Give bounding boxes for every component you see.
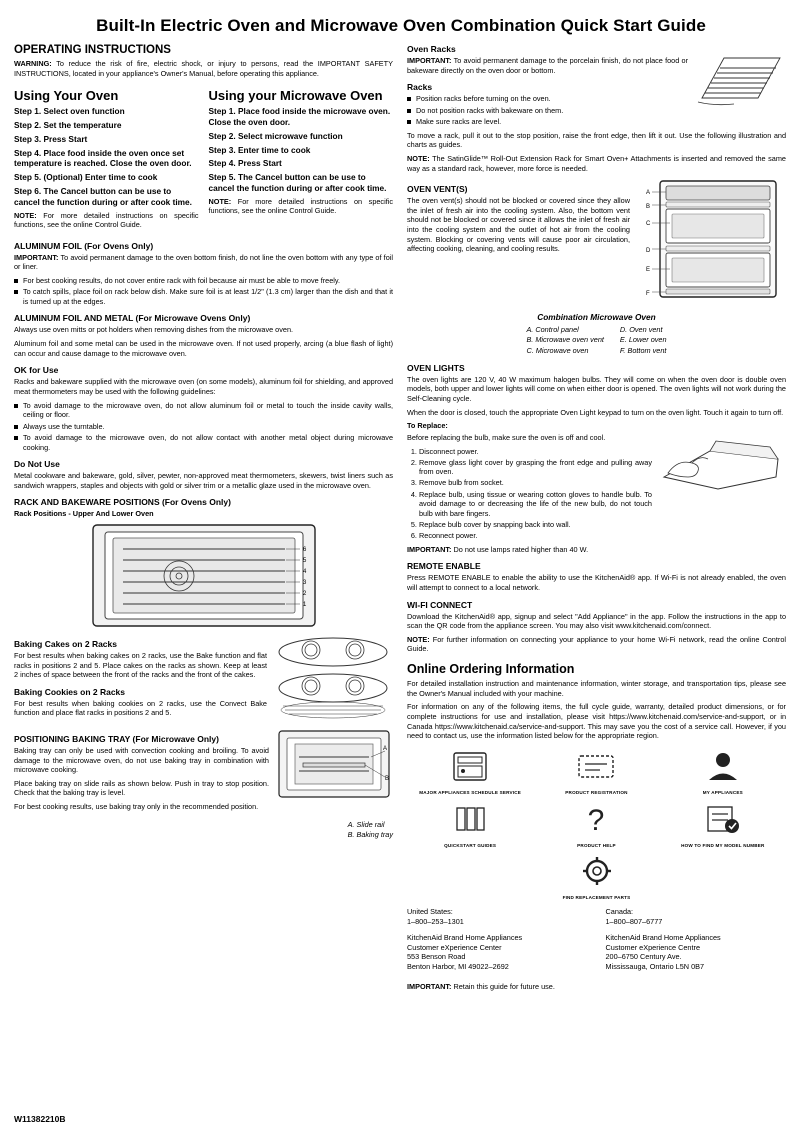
contact-line: 553 Benson Road	[407, 952, 466, 962]
svg-text:E: E	[646, 267, 651, 274]
right-column	[407, 44, 786, 996]
support-icon-cell[interactable]	[540, 749, 654, 796]
note-label: NOTE:	[14, 210, 37, 220]
list-item: To avoid damage to the microwave oven, do not allow aluminum foil or metal to touch the inside cavity walls, ceiling or floor.	[14, 401, 393, 420]
note-label: NOTE:	[208, 196, 232, 206]
list-item: Make sure racks are level.	[407, 117, 786, 126]
hand-removing-bulb-cover-icon	[658, 433, 786, 493]
ordering-p2: For information on any of the following items, the full cycle guide, warranty, detailed product dimensions, or for complete instructions for use and installation, please visit https://www.kitchenaid.com/service-and-support, or in Canada https://www.kitchenaid.ca/service-and-support. This may save you the cost of a service call. However, if you need to contact us, use the information listed below for the appropriate region.	[407, 702, 786, 741]
aluminum-foil-important	[14, 253, 393, 272]
using-oven-heading: Using Your Oven	[14, 88, 119, 104]
svg-text:F: F	[646, 291, 650, 298]
checklist-icon	[703, 802, 743, 836]
contact-line: Customer eXperience Center	[407, 942, 502, 952]
list-item: 2. Remove glass light cover by grasping the front edge and pulling away from oven.	[419, 458, 786, 477]
contact-us	[407, 907, 588, 972]
oven-lights-p2: When the door is closed, touch the appropriate Oven Light keypad to turn on the oven light. Touch it again to turn off.	[407, 407, 784, 417]
positioning-tray-p2: Place baking tray on slide rails as shown below. Push in tray to stop position. Check that the baking tray is level.	[14, 778, 269, 798]
important-text: To avoid permanent damage to the porcelain finish, do not place food or bakeware directly on the oven door or bottom.	[407, 56, 688, 75]
combination-microwave-oven-diagram	[636, 177, 786, 301]
question-mark-icon	[576, 802, 616, 836]
svg-text:A: A	[383, 745, 388, 752]
do-not-use-heading: Do Not Use	[14, 459, 60, 469]
contact-line: Customer eXperience Centre	[605, 942, 700, 952]
support-icon-cell[interactable]	[413, 749, 527, 796]
svg-text:?: ?	[588, 803, 605, 836]
baking-tray-figure	[275, 727, 393, 818]
before-replacing-text: Before replacing the bulb, make sure the oven is off and cool.	[407, 432, 606, 442]
important-label: IMPORTANT:	[407, 544, 452, 554]
gear-icon	[577, 854, 617, 888]
list-item: 6. Reconnect power.	[419, 531, 786, 541]
oven-step: Step 3. Press Start	[14, 133, 88, 144]
contact-canada	[606, 907, 787, 972]
rack-positions-subheading: Rack Positions - Upper And Lower Oven	[14, 509, 154, 519]
using-oven-block	[14, 82, 199, 234]
using-microwave-block	[209, 82, 394, 234]
combination-oven-figure	[636, 177, 786, 306]
oven-vents-block	[407, 177, 786, 308]
list-item: 4. Replace bulb, using tissue or wearing cotton gloves to handle bulb. To avoid damage to or decreasing the life of the new bulb, do not touch bulb with bare fingers.	[419, 490, 786, 519]
note-label: NOTE:	[407, 153, 430, 163]
racks-subheading: Racks	[407, 82, 433, 93]
ok-for-use-text: Racks and bakeware supplied with the microwave oven (on some models), aluminum foil for shielding, and approved meat thermometers may be used with the following guidelines:	[14, 377, 393, 396]
positioning-tray-p1: Baking tray can only be used with convection cooking and broiling. To avoid damage to the microwave oven, do not use baking tray in combination with microwave cooking.	[14, 745, 269, 775]
baking-cookies-heading: Baking Cookies on 2 Racks	[14, 686, 126, 697]
retain-guide-note	[407, 982, 786, 992]
oven-step: Step 5. (Optional) Enter time to cook	[14, 172, 158, 183]
important-text: Retain this guide for future use.	[453, 982, 555, 992]
contact-region: United States:	[407, 907, 453, 917]
important-label: IMPORTANT:	[407, 56, 452, 65]
support-icon-cell[interactable]	[540, 802, 654, 849]
oven-racks-block	[407, 44, 786, 154]
foil-metal-heading: ALUMINUM FOIL AND METAL (For Microwave Ovens Only)	[14, 313, 251, 324]
baking-cakes-figure	[273, 632, 393, 725]
using-oven-and-microwave	[14, 82, 393, 234]
contact-info	[407, 907, 786, 972]
list-item: 1. Disconnect power.	[419, 447, 786, 457]
legend-left	[526, 325, 603, 356]
oven-step: Step 1. Select oven function	[14, 106, 125, 117]
note-text: The SatinGlide™ Roll-Out Extension Rack for Smart Oven+ Attachments is inserted and removed the same way as a standard rack, however, more force is needed.	[407, 153, 786, 173]
oven-cavity-diagram	[79, 523, 329, 628]
list-item: Always use the turntable.	[14, 422, 393, 431]
legend-item: C. Microwave oven	[526, 345, 589, 355]
operating-instructions-heading: OPERATING INSTRUCTIONS	[14, 44, 171, 56]
tray-legend-a: A. Slide rail	[347, 819, 385, 829]
icon-label: FIND REPLACEMENT PARTS	[562, 895, 631, 901]
important-text: Do not use lamps rated higher than 40 W.	[453, 544, 589, 554]
icon-label: HOW TO FIND MY MODEL NUMBER	[681, 842, 765, 848]
positioning-tray-block	[14, 727, 393, 820]
svg-text:B: B	[385, 775, 390, 782]
microwave-step: Step 5. The Cancel button can be use to cancel the function during or after cook time.	[208, 172, 387, 193]
foil-metal-p1: Always use oven mitts or pot holders when removing dishes from the microwave oven.	[14, 325, 294, 335]
list-item: To catch spills, place foil on rack below dish. Make sure foil is at least 1/2" (1.3 cm) larger than the dish and that it is turned up at the edges.	[14, 287, 393, 306]
legend-right	[620, 325, 667, 356]
person-icon	[703, 749, 743, 783]
svg-text:C: C	[646, 221, 651, 228]
registration-card-icon	[576, 749, 616, 783]
oven-lights-important	[407, 545, 786, 555]
replace-bulb-block	[407, 433, 786, 545]
oven-step: Step 6. The Cancel button can be use to cancel the function during or after cook time.	[14, 185, 192, 207]
svg-text:D: D	[646, 248, 651, 255]
wifi-heading: WI-FI CONNECT	[407, 599, 473, 610]
svg-text:4: 4	[302, 568, 306, 575]
positioning-tray-heading: POSITIONING BAKING TRAY (For Microwave Only)	[14, 733, 219, 744]
important-label: IMPORTANT:	[407, 982, 452, 992]
contact-line: 200–6750 Century Ave.	[605, 952, 682, 962]
note-text: For more detailed instructions on specific functions, see the online Control Guide.	[208, 196, 394, 216]
contact-line: Mississauga, Ontario L5N 0B7	[605, 962, 705, 972]
online-ordering-heading: Online Ordering Information	[407, 662, 575, 677]
baking-cakes-text: For best results when baking cakes on 2 racks, use the Bake function and flat racks in positions 2 and 5. Place cakes on the racks as shown. Keep at least 2 inches of space between the front of the racks and the front of the cakes.	[14, 650, 267, 680]
oven-step: Step 2. Set the temperature	[14, 120, 122, 131]
note-label: NOTE:	[407, 634, 430, 644]
contact-phone: 1–800–253–1301	[407, 916, 464, 926]
baking-cookies-text: For best results when baking cookies on 2 racks, use the Convect Bake function and place flat racks in positions 2 and 5.	[14, 698, 267, 718]
tray-legend-b: B. Baking tray	[347, 829, 393, 839]
using-microwave-note	[209, 197, 394, 216]
contact-line: Benton Harbor, MI 49022–2692	[407, 962, 509, 972]
svg-text:2: 2	[302, 590, 306, 597]
list-item: To avoid damage to the microwave oven, do not allow contact with another metal object during microwave cooking.	[14, 433, 393, 452]
icon-label: PRODUCT HELP	[577, 842, 616, 848]
support-icon-cell[interactable]	[540, 854, 654, 901]
rack-positions-heading: RACK AND BAKEWARE POSITIONS (For Ovens Only)	[14, 497, 231, 508]
warning-text: To reduce the risk of fire, electric shock, or injury to persons, read the IMPORTANT SAFETY INSTRUCTIONS, located in your appliance's Owner's Manual, before operating this appliance.	[14, 59, 393, 78]
legend-item: D. Oven vent	[619, 325, 663, 335]
oven-vents-text: The oven vent(s) should not be blocked or covered since they allow the inlet of fresh air into the cooling system. Also, the bottom vent should not be blocked or covered since it allows the inlet of fresh air into the cooling system and the outlet of hot air from the cooling system. Blocking or covering vents will cause poor air circulation, affecting cooking, cleaning, and cooling results.	[407, 196, 630, 254]
legend-item: A. Control panel	[526, 325, 579, 335]
microwave-step: Step 4. Press Start	[208, 158, 282, 169]
aluminum-foil-bullets	[14, 276, 393, 306]
legend-item: F. Bottom vent	[619, 345, 667, 355]
oven-lights-heading: OVEN LIGHTS	[407, 362, 465, 373]
microwave-step: Step 1. Place food inside the microwave oven. Close the oven door.	[208, 106, 391, 128]
important-text: To avoid permanent damage to the oven bottom finish, do not line the oven bottom with any type of foil or liner.	[14, 252, 393, 272]
support-icon-cell[interactable]	[413, 802, 527, 849]
ok-for-use-bullets	[14, 401, 393, 452]
contact-phone: 1–800–807–6777	[605, 916, 663, 926]
note-text: For more detailed instructions on specific functions, see the online Control Guide.	[14, 210, 199, 230]
combination-oven-legend	[407, 325, 786, 356]
positioning-tray-p3: For best cooking results, use baking tray only in the recommended position.	[14, 802, 259, 811]
remote-enable-heading: REMOTE ENABLE	[407, 561, 481, 572]
using-oven-steps	[14, 106, 199, 207]
books-icon	[450, 802, 490, 836]
svg-text:A: A	[646, 190, 651, 197]
microwave-step: Step 3. Enter time to cook	[208, 144, 311, 155]
contact-region: Canada:	[605, 907, 634, 917]
baking-cakes-heading: Baking Cakes on 2 Racks	[14, 638, 117, 649]
legend-item: B. Microwave oven vent	[526, 335, 604, 345]
page-title: Built-In Electric Oven and Microwave Oven Combination Quick Start Guide	[96, 16, 706, 35]
range-icon	[450, 749, 490, 783]
list-item: 3. Remove bulb from socket.	[419, 478, 786, 488]
foil-metal-p2: Aluminum foil and some metal can be used in the microwave oven. If not used properly, arcing (a blue flash of light) can occur and cause damage to the microwave oven.	[14, 339, 393, 358]
tray-legend	[348, 820, 393, 840]
list-item: For best cooking results, do not cover entire rack with foil because air must be able to move freely.	[14, 276, 393, 285]
ok-for-use-heading: OK for Use	[14, 365, 59, 376]
to-replace-label: To Replace:	[407, 421, 448, 431]
svg-text:B: B	[646, 204, 651, 211]
microwave-step: Step 2. Select microwave function	[208, 130, 343, 141]
icon-label: MY APPLIANCES	[702, 789, 743, 795]
svg-text:3: 3	[302, 579, 306, 586]
left-column	[14, 44, 393, 842]
warning-paragraph	[14, 59, 393, 78]
important-label: IMPORTANT:	[14, 252, 59, 262]
oven-lights-p1: The oven lights are 120 V, 40 W maximum halogen bulbs. They will come on when the oven door is double oven models, both upper and lower lights will come on when either door is opened. The oven lights will not work during the Self-Cleaning cycle.	[407, 374, 786, 404]
wifi-note	[407, 635, 786, 654]
icon-label: MAJOR APPLIANCES SCHEDULE SERVICE	[419, 789, 522, 795]
do-not-use-text: Metal cookware and bakeware, gold, silver, pewter, non-approved meat thermometers, skewers, twist liners such as sandwich wrappers, staples and objects with gold or silver trim or a metallic glaze used in the microwave oven.	[14, 471, 393, 490]
oven-racks-p1: To move a rack, pull it out to the stop position, raise the front edge, then lift it out. Use the following illustration and charts as guides.	[407, 130, 786, 150]
svg-text:5: 5	[302, 557, 306, 564]
two-column-body	[14, 44, 788, 996]
microwave-tray-diagram	[275, 727, 393, 813]
contact-line: KitchenAid Brand Home Appliances	[407, 932, 523, 942]
wifi-p1: Download the KitchenAid® app, signup and select "Add Appliance" in the app. Follow the instructions in the app to scan the QR code from the appliance screen. You may also visit www.kitchenaid.com/connect.	[407, 611, 786, 631]
oven-racks-note	[407, 154, 786, 173]
using-oven-note	[14, 211, 199, 230]
support-icon-cell[interactable]	[666, 802, 780, 849]
contact-line: KitchenAid Brand Home Appliances	[605, 932, 721, 942]
list-item: 5. Replace bulb cover by snapping back into wall.	[419, 520, 786, 530]
aluminum-foil-heading: ALUMINUM FOIL (For Ovens Only)	[14, 240, 154, 251]
using-microwave-heading: Using your Microwave Oven	[208, 88, 383, 104]
rack-positions-figure	[14, 523, 393, 628]
combination-oven-caption: Combination Microwave Oven	[537, 312, 656, 323]
legend-item: E. Lower oven	[619, 335, 667, 345]
remote-enable-text: Press REMOTE ENABLE to enable the ability to use the KitchenAid® app. If Wi-Fi is not already enabled, the oven will attempt to connect to a local network.	[407, 573, 786, 592]
icon-label: PRODUCT REGISTRATION	[565, 789, 628, 795]
oven-racks-bullets	[407, 94, 786, 126]
baking-cakes-block	[14, 632, 393, 727]
ordering-p1: For detailed installation instruction and maintenance information, winter storage, and transportation tips, please see the Owner's Manual included with your machine.	[407, 679, 786, 698]
icon-label: QUICKSTART GUIDES	[444, 842, 497, 848]
using-microwave-steps	[209, 106, 394, 193]
oven-vents-heading: OVEN VENT(S)	[407, 184, 468, 195]
warning-label: WARNING:	[14, 59, 52, 68]
oven-step: Step 4. Place food inside the oven once set temperature is reached. Close the oven door.	[14, 147, 192, 169]
svg-text:1: 1	[302, 601, 306, 608]
list-item: Position racks before turning on the oven.	[407, 94, 786, 103]
svg-text:6: 6	[302, 546, 306, 553]
note-text: For further information on connecting your appliance to your home Wi-Fi network, read the online Control Guide.	[407, 634, 786, 654]
bulb-replacement-figure	[658, 433, 786, 498]
two-rack-cakes-diagram	[273, 632, 393, 720]
document-code: W11382210B	[14, 1114, 66, 1124]
list-item: Do not position racks with bakeware on them.	[407, 106, 786, 115]
support-icon-cell[interactable]	[666, 749, 780, 796]
oven-racks-heading: Oven Racks	[407, 44, 456, 54]
support-icons-grid	[407, 749, 786, 901]
